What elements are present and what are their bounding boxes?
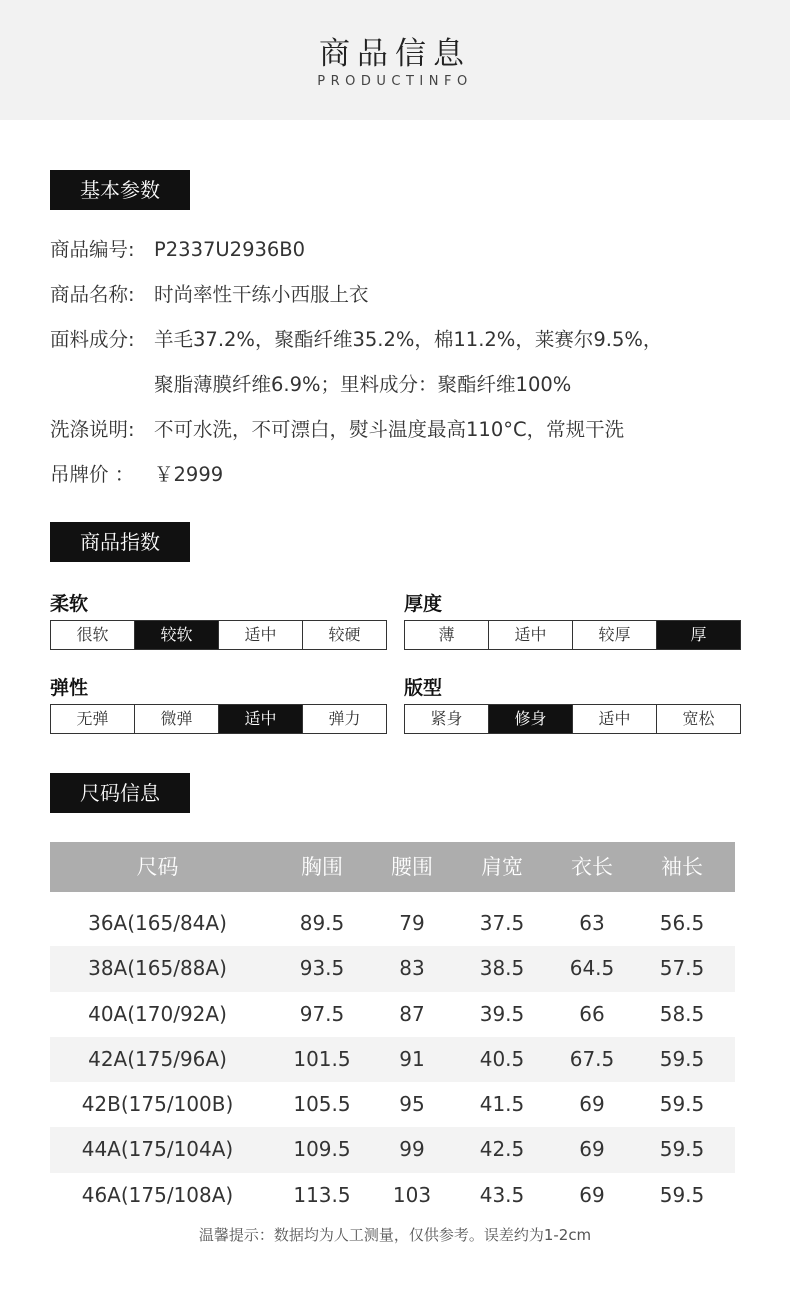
table-cell: 44A(175/104A) — [81, 1137, 234, 1162]
scale-option-selected: 较软 — [134, 621, 218, 649]
column-header: 衣长 — [571, 855, 613, 879]
size-table-body — [50, 901, 735, 1218]
table-cell: 41.5 — [479, 1092, 525, 1117]
column-header: 尺码 — [136, 855, 179, 879]
page-subtitle: PRODUCTINFO — [317, 74, 473, 89]
table-cell: 64.5 — [569, 956, 615, 981]
table-cell: 101.5 — [293, 1046, 351, 1071]
table-cell: 105.5 — [293, 1092, 351, 1117]
table-row — [50, 1127, 735, 1172]
table-cell: 59.5 — [659, 1092, 705, 1117]
table-cell: 59.5 — [659, 1137, 705, 1162]
table-row — [50, 1173, 735, 1218]
section-product-index: 商品指数 — [50, 522, 190, 562]
scale-option-selected: 适中 — [218, 705, 302, 733]
table-cell: 87 — [399, 1001, 425, 1026]
table-cell: 66 — [579, 1001, 605, 1026]
size-table — [50, 842, 735, 1218]
table-row — [50, 946, 735, 991]
scale-option: 紧身 — [430, 709, 463, 728]
param-value: 不可水洗，不可漂白，熨斗温度最高110°C，常规干洗 — [154, 418, 625, 441]
table-cell: 57.5 — [659, 956, 705, 981]
table-row — [50, 1082, 735, 1127]
scale-option: 适中 — [488, 621, 572, 649]
table-cell: 56.5 — [659, 911, 705, 935]
table-cell: 37.5 — [479, 911, 525, 935]
scale-option: 弹力 — [302, 705, 386, 733]
table-cell: 97.5 — [299, 1001, 345, 1026]
param-value: ￥2999 — [154, 463, 224, 486]
scale-option: 较硬 — [302, 621, 386, 649]
table-cell: 58.5 — [659, 1001, 705, 1026]
index-title-fit: 版型 — [404, 677, 443, 699]
table-cell: 99 — [399, 1137, 425, 1162]
param-value: 聚脂薄膜纤维6.9%；里料成分：聚酯纤维100% — [154, 373, 572, 396]
table-cell: 95 — [399, 1092, 425, 1117]
table-cell: 46A(175/108A) — [81, 1182, 234, 1207]
param-label: 商品名称: — [50, 283, 135, 306]
table-cell: 40A(170/92A) — [88, 1001, 227, 1026]
table-cell: 36A(165/84A) — [88, 911, 227, 935]
table-cell: 38A(165/88A) — [88, 956, 227, 981]
column-header: 袖长 — [661, 855, 703, 879]
table-cell: 40.5 — [479, 1046, 525, 1071]
table-cell: 69 — [579, 1182, 605, 1207]
table-cell: 93.5 — [299, 956, 345, 981]
scale-option: 适中 — [218, 621, 302, 649]
param-value: 羊毛37.2%，聚酯纤维35.2%，棉11.2%，莱赛尔9.5%， — [154, 328, 663, 351]
table-row — [50, 901, 735, 946]
param-value: 时尚率性干练小西服上衣 — [154, 283, 369, 306]
table-cell: 103 — [392, 1182, 432, 1207]
column-header: 腰围 — [391, 855, 433, 879]
size-table-header — [50, 842, 735, 892]
table-cell: 89.5 — [299, 911, 345, 935]
param-label: 商品编号: — [50, 238, 135, 261]
index-title-elasticity: 弹性 — [50, 677, 89, 699]
table-cell: 83 — [399, 956, 425, 981]
table-cell: 59.5 — [659, 1182, 705, 1207]
table-cell: 42.5 — [479, 1137, 525, 1162]
index-scale-thickness — [404, 620, 741, 650]
table-cell: 69 — [579, 1092, 605, 1117]
table-cell: 63 — [579, 911, 605, 935]
scale-option: 无弹 — [76, 709, 109, 728]
column-header: 胸围 — [301, 855, 343, 879]
page-header — [0, 0, 790, 120]
scale-option: 较厚 — [572, 621, 656, 649]
scale-option: 适中 — [572, 705, 656, 733]
table-cell: 39.5 — [479, 1001, 525, 1026]
scale-option-selected: 修身 — [488, 705, 572, 733]
table-cell: 113.5 — [293, 1182, 351, 1207]
page-title: 商品信息 — [319, 36, 471, 72]
measurement-note: 温馨提示：数据均为人工测量，仅供参考。误差约为1-2cm — [198, 1226, 592, 1244]
param-row-price — [50, 460, 223, 490]
table-cell: 42B(175/100B) — [81, 1092, 234, 1117]
column-header: 肩宽 — [481, 855, 523, 879]
table-row — [50, 992, 735, 1037]
param-row-washing — [50, 415, 624, 445]
index-scale-softness — [50, 620, 387, 650]
table-cell: 42A(175/96A) — [88, 1046, 227, 1071]
index-scale-elasticity — [50, 704, 387, 734]
param-value: P2337U2936B0 — [154, 238, 306, 261]
section-size-info: 尺码信息 — [50, 773, 190, 813]
param-row-name — [50, 280, 369, 310]
param-row-fabric-cont — [50, 370, 571, 400]
table-cell: 43.5 — [479, 1182, 525, 1207]
index-scale-fit — [404, 704, 741, 734]
scale-option-selected: 厚 — [656, 621, 740, 649]
index-title-softness: 柔软 — [50, 593, 89, 615]
param-label: 面料成分: — [50, 328, 135, 351]
table-cell: 109.5 — [293, 1137, 351, 1162]
table-cell: 91 — [399, 1046, 425, 1071]
scale-option: 很软 — [76, 625, 109, 644]
scale-option: 薄 — [438, 625, 455, 644]
param-label: 吊牌价 ： — [50, 463, 135, 486]
scale-option: 微弹 — [134, 705, 218, 733]
table-cell: 38.5 — [479, 956, 525, 981]
param-row-sku — [50, 235, 305, 265]
scale-option: 宽松 — [656, 705, 740, 733]
section-basic-params: 基本参数 — [50, 170, 190, 210]
table-cell: 67.5 — [569, 1046, 615, 1071]
table-cell: 79 — [399, 911, 425, 935]
param-row-fabric — [50, 325, 662, 355]
param-label: 洗涤说明: — [50, 418, 135, 441]
table-cell: 69 — [579, 1137, 605, 1162]
index-title-thickness: 厚度 — [404, 593, 443, 615]
table-cell: 59.5 — [659, 1046, 705, 1071]
table-row — [50, 1037, 735, 1082]
